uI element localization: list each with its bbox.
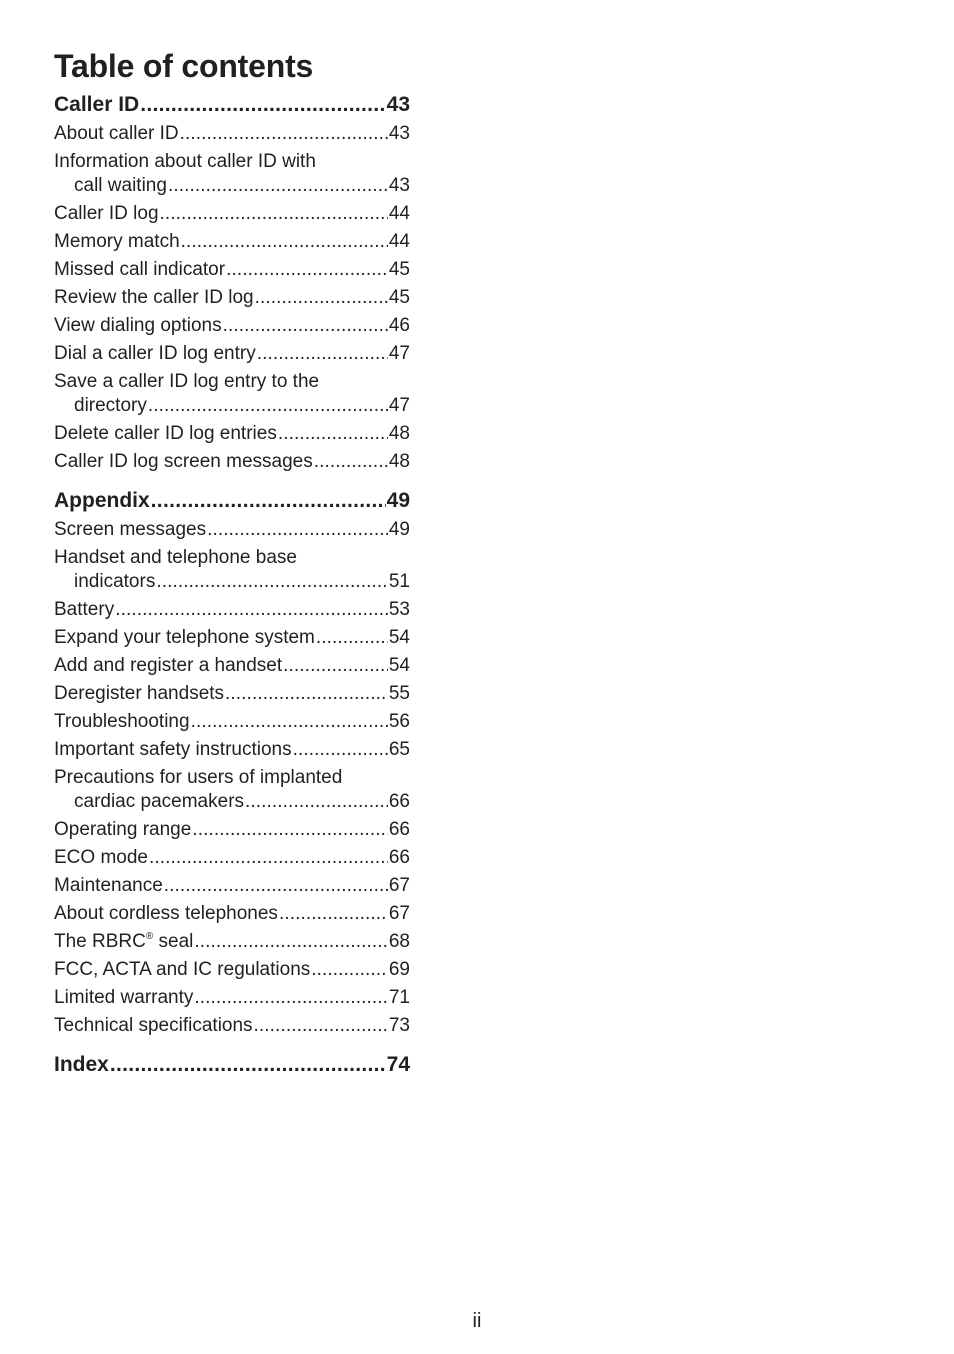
dot-leader	[140, 90, 385, 120]
dot-leader	[316, 626, 388, 650]
section-page-number: 49	[386, 489, 410, 512]
entry-page-number: 66	[388, 819, 410, 840]
entry-page-number: 54	[388, 627, 410, 648]
dot-leader	[225, 682, 388, 706]
toc-entry[interactable]	[54, 258, 410, 282]
entry-page-number: 68	[388, 931, 410, 952]
toc-entry-row	[54, 518, 410, 542]
dot-leader	[194, 930, 387, 954]
entry-page-number: 73	[388, 1015, 410, 1036]
toc-entry[interactable]	[54, 342, 410, 366]
entry-label	[54, 202, 159, 226]
entry-page-number: 49	[388, 519, 410, 540]
toc-entry-row	[54, 258, 410, 282]
entry-label-text: View dialing options	[54, 315, 222, 336]
section-heading-label: Index	[54, 1053, 109, 1076]
entry-label-text: cardiac pacemakers	[74, 791, 245, 812]
toc-entry-row	[54, 450, 410, 474]
entry-label-text: Battery	[54, 599, 115, 620]
entry-page-number: 69	[388, 959, 410, 980]
entry-label-text: ECO mode	[54, 847, 148, 868]
toc-entry-row	[54, 286, 410, 310]
entry-label-text: Dial a caller ID log entry	[54, 343, 256, 364]
entry-label-text: indicators	[74, 571, 156, 592]
entry-label	[54, 450, 313, 474]
toc-entry-row	[54, 738, 410, 762]
section-heading-label: Appendix	[54, 489, 150, 512]
entry-page-number: 45	[388, 259, 410, 280]
toc-entry[interactable]	[54, 314, 410, 338]
toc-entry-row	[54, 422, 410, 446]
entry-label-text: Add and register a handset	[54, 655, 283, 676]
dot-leader	[164, 874, 388, 898]
dot-leader	[110, 1050, 386, 1080]
entry-label-text: Operating range	[54, 819, 192, 840]
entry-label-text: Limited warranty	[54, 987, 194, 1008]
toc-entry[interactable]	[54, 930, 410, 954]
entry-page-number: 48	[388, 451, 410, 472]
entry-label	[54, 286, 254, 310]
entry-label	[54, 738, 292, 762]
entry-page-number: 54	[388, 655, 410, 676]
dot-leader	[192, 818, 388, 842]
entry-label	[54, 986, 193, 1010]
entry-label	[54, 230, 180, 254]
entry-label	[54, 710, 190, 734]
toc-entry-row	[54, 122, 410, 146]
entry-label	[54, 518, 206, 542]
entry-page-number: 48	[388, 423, 410, 444]
toc-entry-row	[54, 230, 410, 254]
toc-entry-row	[54, 930, 410, 954]
entry-page-number: 55	[388, 683, 410, 704]
toc-entry-row	[54, 710, 410, 734]
dot-leader	[245, 790, 388, 814]
toc-entry-row	[54, 626, 410, 650]
toc-entry[interactable]	[54, 958, 410, 982]
entry-page-number: 66	[388, 847, 410, 868]
dot-leader	[207, 518, 388, 542]
toc-entry[interactable]	[54, 738, 410, 762]
toc-entry[interactable]	[54, 122, 410, 146]
entry-label	[54, 846, 148, 870]
toc-entry-row	[54, 874, 410, 898]
entry-label	[54, 654, 282, 678]
entry-label	[54, 626, 315, 650]
entry-label-text: The RBRC	[54, 931, 146, 952]
section-heading-label: Caller ID	[54, 93, 140, 116]
entry-label	[54, 258, 225, 282]
toc-entry[interactable]	[54, 654, 410, 678]
entry-page-number: 47	[388, 343, 410, 364]
toc-entry-row	[54, 1014, 410, 1038]
dot-leader	[257, 342, 388, 366]
toc-entry-row	[54, 986, 410, 1010]
entry-page-number: 56	[388, 711, 410, 732]
dot-leader	[223, 314, 388, 338]
entry-label-text: call waiting	[74, 175, 167, 196]
entry-label	[54, 902, 278, 926]
entry-label	[54, 122, 179, 146]
dot-leader	[194, 986, 387, 1010]
entry-label	[54, 342, 256, 366]
dot-leader	[115, 598, 388, 622]
entry-label-line: Precautions for users of implanted	[54, 767, 343, 788]
dot-leader	[180, 122, 388, 146]
dot-leader	[226, 258, 388, 282]
entry-label-text: Maintenance	[54, 875, 163, 896]
toc-entry[interactable]	[54, 710, 410, 734]
entry-label-text: Review the caller ID log	[54, 287, 254, 308]
page-number: ii	[472, 1310, 482, 1332]
entry-label-text: About cordless telephones	[54, 903, 278, 924]
dot-leader	[151, 486, 386, 516]
toc-entry[interactable]	[54, 370, 410, 418]
entry-page-number: 67	[388, 903, 410, 924]
toc-section	[54, 1050, 410, 1080]
entry-label-text: Screen messages	[54, 519, 207, 540]
entry-label-text: directory	[74, 395, 147, 416]
dot-leader	[314, 450, 388, 474]
toc-entry[interactable]	[54, 286, 410, 310]
toc-section-heading[interactable]	[54, 1050, 410, 1080]
toc-entry[interactable]	[54, 1014, 410, 1038]
entry-page-number: 65	[388, 739, 410, 760]
dot-leader	[311, 958, 388, 982]
entry-label-line: Save a caller ID log entry to the	[54, 371, 320, 392]
toc-entry[interactable]	[54, 846, 410, 870]
toc-entry-row	[54, 598, 410, 622]
entry-label-text: Deregister handsets	[54, 683, 225, 704]
entry-page-number: 67	[388, 875, 410, 896]
section-page-number: 43	[386, 93, 410, 116]
entry-label	[74, 394, 147, 418]
toc-entry-row	[54, 342, 410, 366]
toc-entry[interactable]	[54, 450, 410, 474]
entry-label-text: Caller ID log screen messages	[54, 451, 313, 472]
toc-entry[interactable]	[54, 546, 410, 594]
toc-entry-row	[54, 202, 410, 226]
dot-leader	[149, 846, 388, 870]
section-page-number: 74	[386, 1053, 410, 1076]
registered-mark: ®	[145, 931, 154, 942]
toc-entry-row	[54, 790, 410, 814]
entry-label	[54, 958, 310, 982]
page-title: Table of contents	[54, 48, 314, 84]
toc-entry[interactable]	[54, 626, 410, 650]
toc-entry[interactable]	[54, 518, 410, 542]
dot-leader	[168, 174, 388, 198]
entry-label	[54, 314, 222, 338]
dot-leader	[278, 422, 388, 446]
entry-page-number: 71	[388, 987, 410, 1008]
toc-entry-row	[54, 846, 410, 870]
entry-page-number: 66	[388, 791, 410, 812]
entry-page-number: 53	[388, 599, 410, 620]
dot-leader	[293, 738, 388, 762]
toc-entry[interactable]	[54, 422, 410, 446]
entry-label	[54, 1014, 253, 1038]
toc-entry[interactable]	[54, 766, 410, 814]
toc-section	[54, 90, 410, 474]
dot-leader	[191, 710, 388, 734]
toc-entry[interactable]	[54, 230, 410, 254]
dot-leader	[148, 394, 388, 418]
toc-entry[interactable]	[54, 202, 410, 226]
entry-page-number: 45	[388, 287, 410, 308]
entry-label	[54, 422, 277, 446]
toc-entry[interactable]	[54, 986, 410, 1010]
entry-label-text: Missed call indicator	[54, 259, 226, 280]
dot-leader	[255, 286, 388, 310]
toc-entry-row	[54, 394, 410, 418]
entry-label-suffix: seal	[153, 931, 194, 952]
dot-leader	[160, 202, 388, 226]
entry-page-number: 44	[388, 203, 410, 224]
toc-entry-row	[54, 682, 410, 706]
entry-label	[54, 874, 163, 898]
entry-label-text: Technical specifications	[54, 1015, 253, 1036]
entry-label	[74, 790, 244, 814]
entry-label-line: Handset and telephone base	[54, 547, 297, 568]
table-of-contents	[54, 90, 410, 1092]
toc-entry[interactable]	[54, 874, 410, 898]
entry-page-number: 51	[388, 571, 410, 592]
toc-entry[interactable]	[54, 902, 410, 926]
toc-entry-row	[54, 958, 410, 982]
entry-label	[74, 570, 155, 594]
toc-entry[interactable]	[54, 150, 410, 198]
dot-leader	[283, 654, 388, 678]
toc-entry-row	[54, 314, 410, 338]
entry-label-line: Information about caller ID with	[54, 151, 316, 172]
entry-label-text: Troubleshooting	[54, 711, 190, 732]
entry-label-text: Memory match	[54, 231, 180, 252]
entry-page-number: 44	[388, 231, 410, 252]
toc-entry[interactable]	[54, 682, 410, 706]
toc-entry-row	[54, 570, 410, 594]
entry-label-text: Expand your telephone system	[54, 627, 315, 648]
dot-leader	[156, 570, 388, 594]
dot-leader	[279, 902, 388, 926]
entry-label-text: Important safety instructions	[54, 739, 292, 760]
entry-label	[74, 174, 167, 198]
toc-entry-row	[54, 818, 410, 842]
toc-entry-row	[54, 654, 410, 678]
entry-label	[54, 818, 191, 842]
toc-entry[interactable]	[54, 598, 410, 622]
toc-section	[54, 486, 410, 1038]
toc-entry[interactable]	[54, 818, 410, 842]
entry-label-text: About caller ID	[54, 123, 179, 144]
toc-section-heading[interactable]	[54, 486, 410, 516]
toc-entry-row	[54, 902, 410, 926]
dot-leader	[254, 1014, 388, 1038]
entry-label-text: FCC, ACTA and IC regulations	[54, 959, 311, 980]
entry-page-number: 43	[388, 123, 410, 144]
entry-label	[54, 598, 114, 622]
entry-label-text: Caller ID log	[54, 203, 159, 224]
entry-page-number: 47	[388, 395, 410, 416]
entry-page-number: 46	[388, 315, 410, 336]
entry-page-number: 43	[388, 175, 410, 196]
toc-entry-row	[54, 174, 410, 198]
entry-label	[54, 930, 193, 954]
toc-section-heading[interactable]	[54, 90, 410, 120]
entry-label	[54, 682, 224, 706]
dot-leader	[181, 230, 388, 254]
entry-label-text: Delete caller ID log entries	[54, 423, 277, 444]
